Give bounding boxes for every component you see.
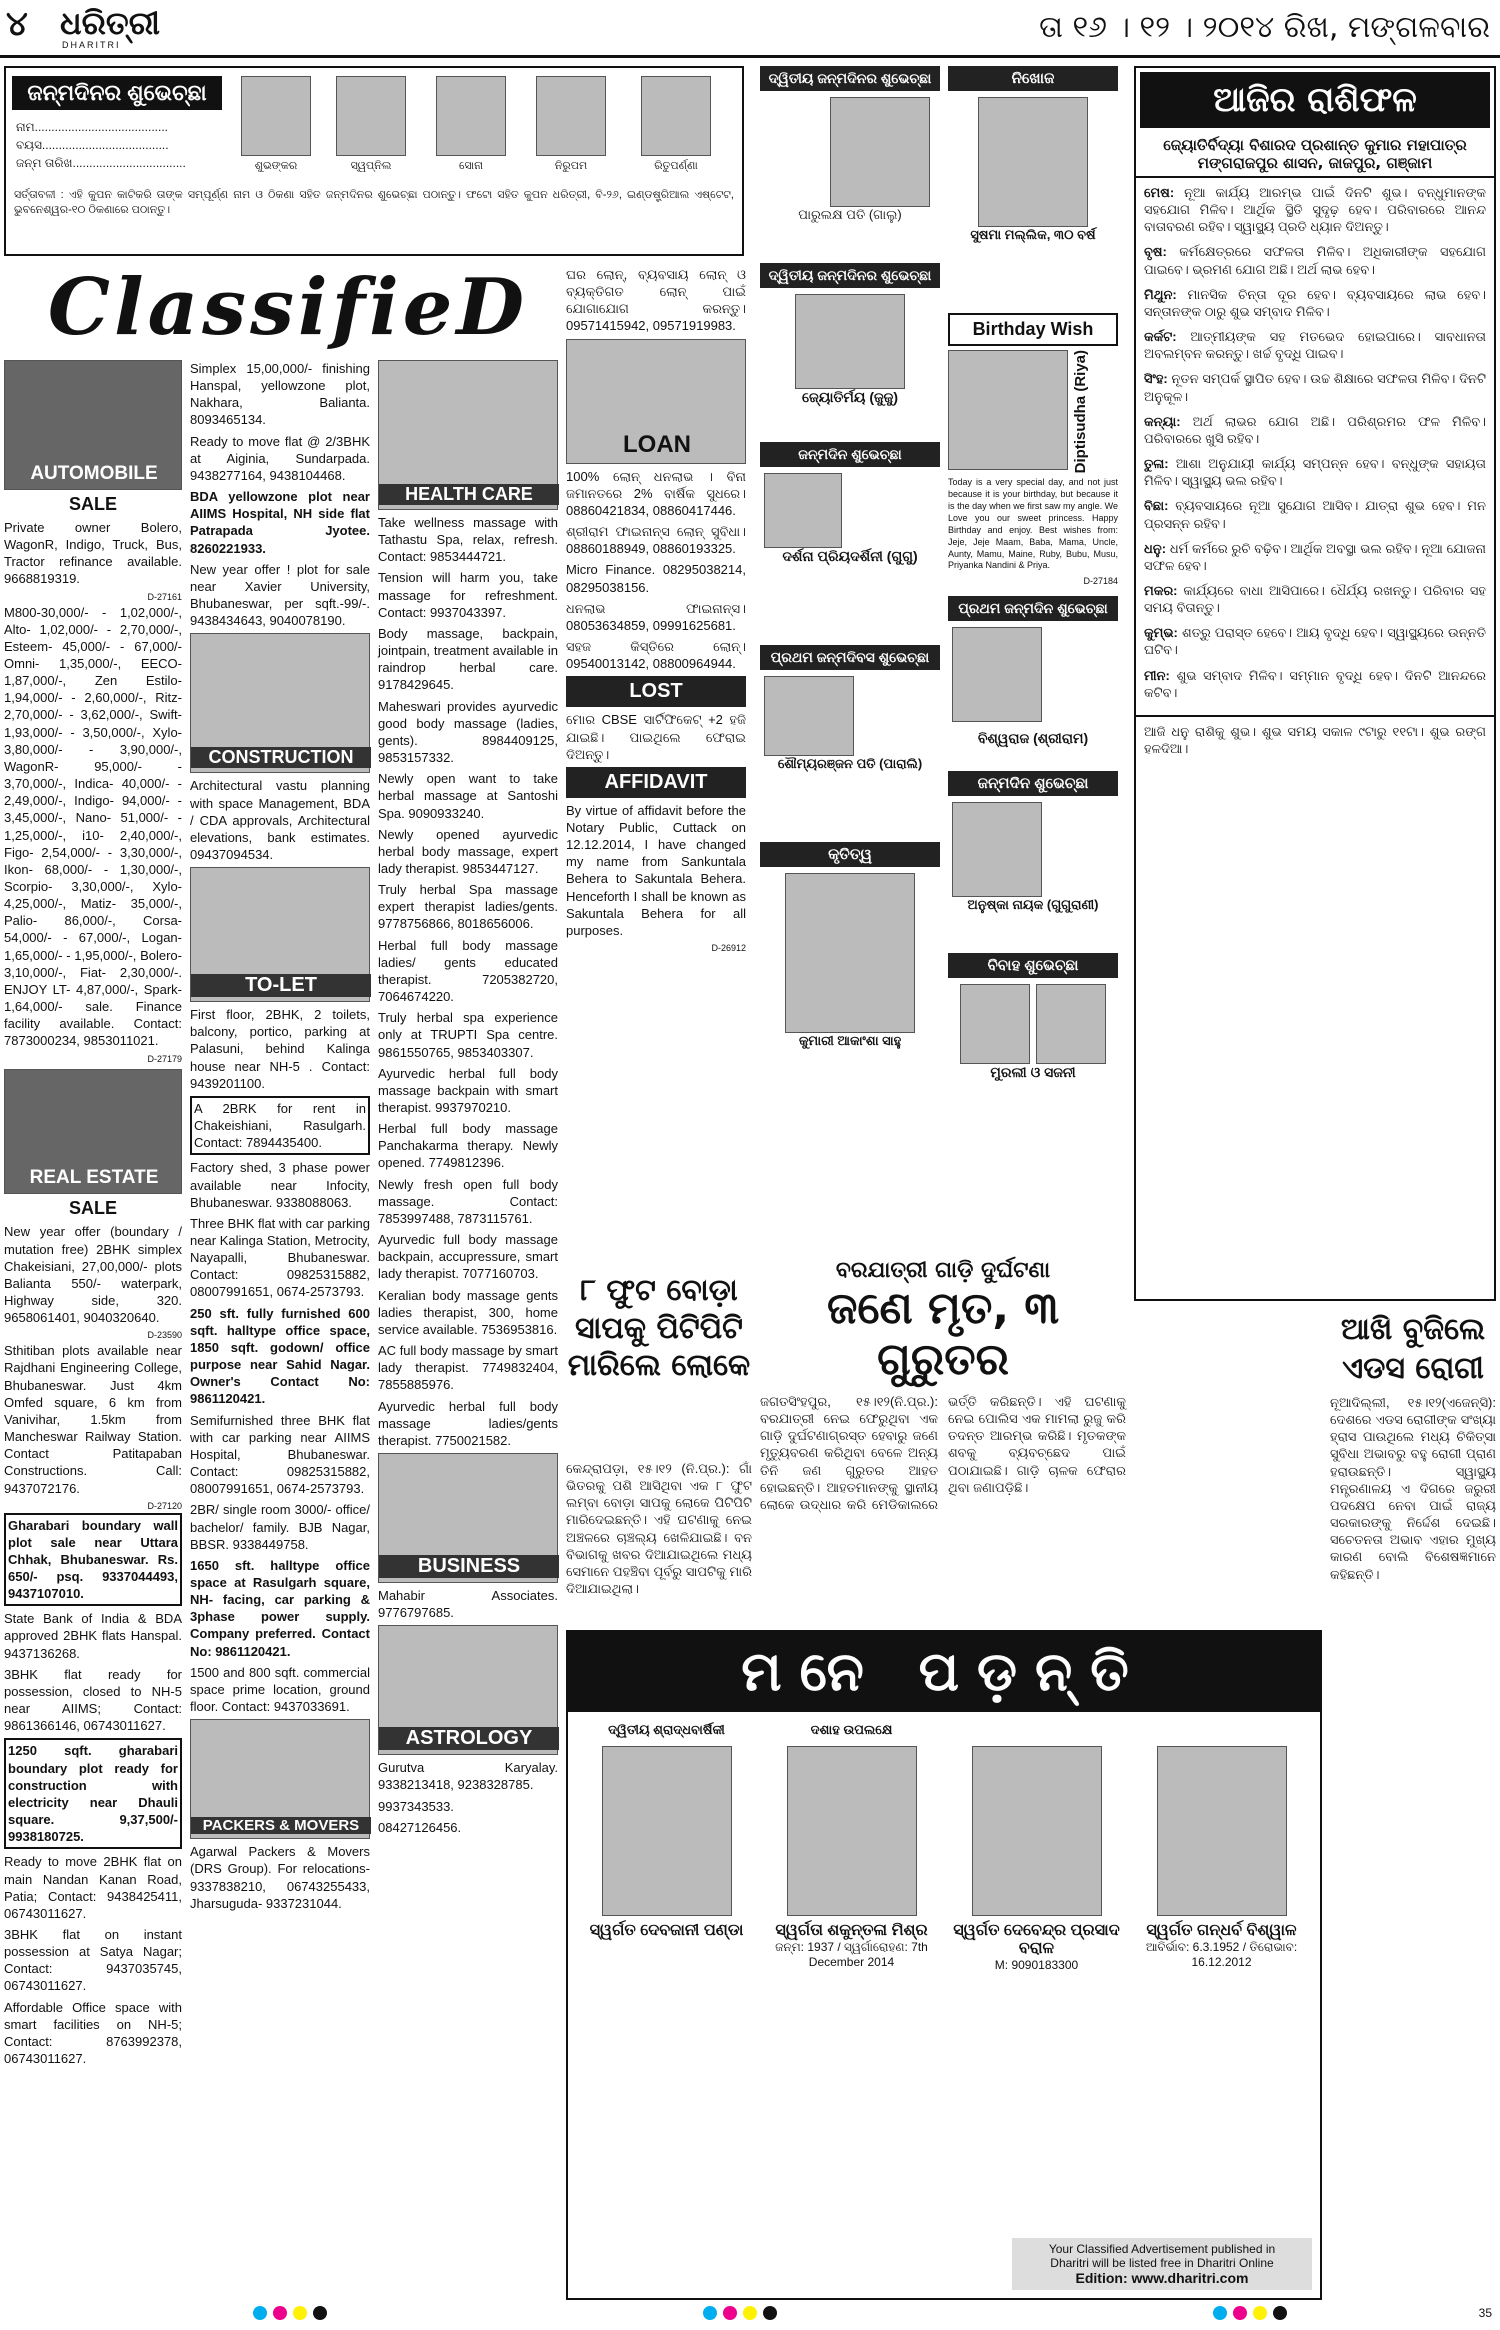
kid-photo-4 — [536, 76, 606, 156]
bday6-name: ଅନୁଷ୍କା ନାୟକ (ଗୁଗୁରାଣୀ) — [967, 897, 1099, 913]
realestate-box-ad-1: Gharabari boundary wall plot sale near Uttara Chhak, Bhubaneswar. Rs. 650/- psq. 9337044493, 9437107010. — [4, 1513, 182, 1607]
ad-code: D-27161 — [147, 591, 182, 602]
memorial-card — [948, 1722, 1125, 1972]
column-5 — [760, 66, 940, 1246]
astrology-ad-3: 08427126456. — [378, 1819, 462, 1835]
rashi-text: ଶତ୍ରୁ ପରାସ୍ତ ହେବେ। ଆୟ ବୃଦ୍ଧି ହେବ। ସ୍ୱାସ୍ଥ୍ୟରେ ଉନ୍ନତି ଘଟିବ। — [1144, 625, 1486, 658]
realestate-ad-6: 3BHK flat on instant possession at Satya Nagar; Contact: 9437035745, 06743011627. — [4, 1926, 182, 1994]
rashi-name: ବୃଷ: — [1144, 244, 1167, 260]
tolet-image — [190, 867, 370, 1002]
realestate-box-ad-2: 1250 sqft. gharabari boundary plot ready for construction with electricity near Dhauli square. 9,37,500/- 9938180725. — [4, 1738, 182, 1849]
kritidi-heading: କୃତିତ୍ୱ — [760, 842, 940, 867]
health-ad-13: Ayurvedic full body massage backpain, accupressure, smart lady therapist. 7077160703. — [378, 1232, 558, 1282]
rashi-text: ବ୍ୟବସାୟରେ ନୂଆ ସୁଯୋଗ ଆସିବ। ଯାତ୍ରା ଶୁଭ ହେବ। ମନ ପ୍ରସନ୍ନ ରହିବ। — [1144, 498, 1486, 531]
realestate-ad-3: State Bank of India & BDA approved 2BHK flats Hanspal. 9437136268. — [4, 1611, 182, 1661]
bday3-name: ଜ୍ୟୋତିର୍ମୟ (ଜୁଜୁ) — [802, 389, 898, 405]
rashi-entry — [1144, 582, 1486, 616]
automobile-image — [4, 360, 182, 490]
health-ad-1: Take wellness massage with Tathastu Spa, relax, refresh. Contact: 9853444721. — [378, 515, 558, 565]
loan-ad-3: ଶ୍ରୀରାମ ଫାଇନାନ୍ସ ଲୋନ୍ ସୁବିଧା। 08860188949, 08860193325. — [566, 524, 746, 557]
birthday-wish-text: Today is a very special day, and not just because it is your birthday, but because it is the day when we first saw my angle. We Love you our sweet princess. Happy Birthday and enjoy. Best wishes from: Jeje, Jeje Maam, Baba, Mama, Uncle, Aunty, Mamu, Maine, Ruby, Bubu, Musu, Priyanka Nandini & Priya. — [948, 477, 1118, 571]
rashi-name: ସିଂହ: — [1144, 371, 1168, 387]
rashi-text: ଶୁଭ ସମ୍ବାଦ ମିଳିବ। ସମ୍ମାନ ବୃଦ୍ଧି ହେବ। ଦିନଟି ଆନନ୍ଦରେ କଟିବ। — [1144, 667, 1486, 700]
wedding-names: ମୁରଲୀ ଓ ସଜନୀ — [990, 1064, 1076, 1081]
memorial-photo — [602, 1746, 732, 1916]
online-note-line-1: Your Classified Advertisement published in — [1048, 2242, 1276, 2256]
rashi-text: ଆଶା ଅନୁଯାୟୀ କାର୍ଯ୍ୟ ସମ୍ପନ୍ନ ହେବ। ବନ୍ଧୁଙ୍କ ସହାୟତା ମିଳିବ। ସ୍ୱାସ୍ଥ୍ୟ ଭଲ ରହିବ। — [1144, 456, 1486, 489]
bday4-name: ଦର୍ଶନା ପ୍ରିୟଦର୍ଶିନୀ (ଗୁଗୁ) — [782, 548, 918, 564]
bday5-name: ଶୌମ୍ୟରଞ୍ଜନ ପତି (ପାରାଲି) — [777, 756, 923, 771]
kid-photo-5 — [641, 76, 711, 156]
aids-story — [1330, 1310, 1496, 2300]
rashi-text: କର୍ମକ୍ଷେତ୍ରରେ ସଫଳତା ମିଳିବ। ଅଧିକାରୀଙ୍କ ସହଯୋଗ ପାଇବେ। ଭ୍ରମଣ ଯୋଗ ଅଛି। ଅର୍ଥ ଲାଭ ହେବ। — [1144, 244, 1486, 277]
rashiphala-footer: ଆଜି ଧନୁ ରାଶିକୁ ଶୁଭ। ଶୁଭ ସମୟ ସକାଳ ୯ଟାରୁ ୧୧ଟା। ଶୁଭ ରଙ୍ଗ ହଳଦିଆ। — [1136, 715, 1494, 763]
realestate-ad-5: Ready to move 2BHK flat on main Nandan Kanan Road, Patia; Contact: 9438425411, 06743011627. — [4, 1854, 182, 1921]
accident-story — [760, 1258, 1126, 1618]
column-1 — [4, 360, 182, 2300]
memorial-photo — [1157, 1746, 1287, 1916]
kid-photo-1 — [241, 76, 311, 156]
rashi-name: ତୁଳା: — [1144, 456, 1169, 472]
tolet-label: TO-LET — [191, 974, 371, 997]
col2-ad-box-1: BDA yellowzone plot near AIIMS Hospital, NH side flat Patrapada Jyotee. 8260221933. — [190, 489, 370, 556]
accident-headline: ଜଣେ ମୃତ, ୩ ଗୁରୁତର — [827, 1283, 1059, 1385]
health-ad-9: Truly herbal spa experience only at TRUPTI Spa centre. 9861550765, 9853403307. — [378, 1010, 558, 1060]
rashi-text: ଧର୍ମ କର୍ମରେ ରୁଚି ବଢ଼ିବ। ଆର୍ଥିକ ଅବସ୍ଥା ଭଲ ରହିବ। ନୂଆ ଯୋଜନା ସଫଳ ହେବ। — [1144, 540, 1486, 573]
memorial-tag — [1133, 1722, 1310, 1740]
health-ad-10: Ayurvedic herbal full body massage backpain with smart therapist. 9937970210. — [378, 1065, 558, 1115]
ad-code: D-27120 — [147, 1500, 182, 1511]
automobile-ad-1: Private owner Bolero, WagonR, Indigo, Truck, Bus, Tractor refinance available. 9668819319. — [4, 520, 182, 587]
nikhoj-photo — [978, 97, 1088, 227]
first-bday-heading: ପ୍ରଥମ ଜନ୍ମଦିନ ଶୁଭେଚ୍ଛା — [948, 596, 1118, 621]
health-ad-12: Newly fresh open full body massage. Contact: 7853997488, 7873115761. — [378, 1176, 558, 1226]
groom-photo — [960, 984, 1030, 1064]
col2-ad-5: First floor, 2BHK, 2 toilets, balcony, portico, parking at Palasuni, behind Kalinga house near NH-5 . Contact: 9439201100. — [190, 1007, 370, 1091]
rashiphala-signs — [1136, 178, 1494, 715]
rashi-text: ମାନସିକ ଚିନ୍ତା ଦୂର ହେବ। ବ୍ୟବସାୟରେ ଲାଭ ହେବ। ସନ୍ତାନଙ୍କ ଠାରୁ ଶୁଭ ସମ୍ବାଦ ମିଳିବ। — [1144, 286, 1486, 319]
rashi-entry — [1144, 243, 1486, 277]
form-field-dob[interactable]: ଜନ୍ମ ତାରିଖ.................................. — [16, 156, 186, 170]
business-label: BUSINESS — [379, 1555, 559, 1578]
memorial-photo — [787, 1746, 917, 1916]
health-ad-16: Ayurvedic herbal full body massage ladies/gents therapist. 7750021582. — [378, 1398, 558, 1448]
healthcare-image — [378, 360, 558, 510]
rashi-name: ମେଷ: — [1144, 185, 1175, 200]
col2-ad-7: Three BHK flat with car parking near Kalinga Station, Metrocity, Nayapalli, Bhubaneswar. Contact: 09825315882, 08007991651, 0674-2573793. — [190, 1215, 370, 1300]
ad-code: D-23590 — [147, 1330, 182, 1341]
memorial-name: ସ୍ୱର୍ଗତ ଦେବେନ୍ଦ୍ର ପ୍ରସାଦ ବରାଳ — [953, 1922, 1120, 1957]
automobile-price-list: M800-30,000/- - 1,02,000/-, Alto- 1,02,000/- - 2,70,000/-, Esteem- 45,000/- - 67,000/- Omni- 1,35,000/-, EECO- 1,87,000/-, Zen Estilo- 1,94,000/- - 2,60,000/-, Ritz- 2,70,000/- - 3,62,000/-, Swift- 1,93,000/- - 3,50,000/-, Xylo- 3,80,000/- - 3,90,000/-, WagonR- 95,000/- - 3,70,000/-, Indica- 40,000/- - 2,49,000/-, Indigo- 94,000/- - 3,45,000/-, Nano- 51,000/- - 1,25,000/-, i10- 2,40,000/-, Figo- 2,54,000/- - 3,30,000/-, Ikon- 68,000/- - 1,30,000/-, Scorpio- 3,30,000/-, Xylo- 4,25,000/-, Matiz- 35,000/-, Palio- 86,000/-, Corsa- 54,000/- - 67,000/-, Logan- 1,65,000/- - 1,95,000/-, Bolero- 3,10,000/-, Fiat- 2,30,000/-. ENJOY LT- 4,87,000/-, Spark- 1,64,000/- sale. Finance facility available. Contact: 7873000234, 9853011021. — [4, 604, 182, 1049]
birthday-coupon — [4, 66, 744, 256]
rashi-entry — [1144, 184, 1486, 235]
birthday-coupon-title: ଜନ୍ମଦିନର ଶୁଭେଚ୍ଛା — [12, 76, 222, 110]
realestate-ad-7: Affordable Office space with smart facilities on NH-5; Contact: 8763992378, 06743011627. — [4, 1999, 182, 2067]
col2-ad-4: Architectural vastu planning with space Management, BDA / CDA approvals, Architectural elevations, bank estimates. 09437094534. — [190, 778, 370, 862]
first-bday-name: ବିଶ୍ୱରାଜ (ଶ୍ରୀରାମ) — [977, 730, 1089, 747]
kid-name-5: ରିତୁପର୍ଣ୍ଣା — [654, 160, 698, 172]
rashi-name: କନ୍ୟା: — [1144, 413, 1181, 429]
memorial-tag: ଦଶାହ ଉପଲକ୍ଷେ — [810, 1722, 893, 1737]
health-ad-15: AC full body massage by smart lady therapist. 7749832404, 7855885976. — [378, 1343, 558, 1393]
astrology-ad-2: 9937343533. — [378, 1798, 454, 1814]
health-ad-4: Maheswari provides ayurvedic good body massage (ladies, gents). 8984409125, 9853157332. — [378, 698, 558, 766]
bday2-photo — [830, 97, 930, 207]
rashiphala-byline: ଜ୍ୟୋତିର୍ବିଦ୍ୟା ବିଶାରଦ ପ୍ରଶାନ୍ତ କୁମାର ମହାପାତ୍ର ମଙ୍ଗରାଜପୁର ଶାସନ, ଜାଜପୁର, ଗଞ୍ଜାମ — [1136, 132, 1494, 178]
health-ad-11: Herbal full body massage Panchakarma therapy. Newly opened. 7749812396. — [378, 1121, 558, 1171]
astrology-image — [378, 1625, 558, 1755]
affidavit-text: By virtue of affidavit before the Notary Public, Cuttack on 12.12.2014, I have changed my name from Sankuntala Behera to Sakuntala Behera. Henceforth I shall be known as Sakuntala Behera for all purposes. — [566, 802, 746, 938]
kid-name-4: ନିରୁପମ — [554, 160, 588, 172]
rashi-name: ମିଥୁନ: — [1144, 286, 1177, 302]
birthday-wish-name: Diptisudha (Riya) — [1072, 350, 1089, 474]
realestate-sale-heading: SALE — [68, 1198, 117, 1219]
rashi-entry — [1144, 455, 1486, 489]
col2-ad-8: 250 sft. fully furnished 600 sqft. halltype office space, 1850 sqft. godown/ office purpose near Sahid Nagar. Owner's Contact No: 9861120421. — [190, 1305, 370, 1407]
construction-label: CONSTRUCTION — [191, 747, 371, 768]
realestate-image — [4, 1069, 182, 1194]
rashi-text: ଆତ୍ମୀୟଙ୍କ ସହ ମତଭେଦ ହୋଇପାରେ। ସାବଧାନତା ଅବଲମ୍ବନ କରନ୍ତୁ। ଖର୍ଚ୍ଚ ବୃଦ୍ଧି ପାଇବ। — [1144, 329, 1486, 362]
bday3-heading: ଦ୍ୱିତୀୟ ଜନ୍ମଦିନର ଶୁଭେଚ୍ଛା — [760, 263, 940, 288]
aids-headline: ଆଖି ବୁଜିଲେ ଏଡସ ରୋଗୀ — [1340, 1312, 1486, 1386]
health-ad-7: Truly herbal Spa massage expert therapist ladies/gents. 9778756866, 8018656006. — [378, 882, 558, 932]
health-ad-14: Keralian body massage gents ladies therapist, 300, home service available. 7536953816. — [378, 1287, 558, 1337]
memorial-dates: M: 9090183300 — [994, 1958, 1079, 1972]
lost-heading: LOST — [566, 676, 746, 707]
automobile-sale-heading: SALE — [68, 494, 117, 514]
kritidi-photo — [785, 873, 915, 1033]
memorial-card — [578, 1722, 755, 1972]
realestate-ad-1: New year offer (boundary / mutation free) 2BHK simplex Chakeisiani, 27,00,000/- plots Balianta 550/- waterpark, Highway side, 320. 9658061401, 9040320640. — [4, 1224, 182, 1326]
rashi-name: କୁମ୍ଭ: — [1144, 625, 1178, 641]
rashi-text: କାର୍ଯ୍ୟରେ ବାଧା ଆସିପାରେ। ଧୈର୍ଯ୍ୟ ରଖନ୍ତୁ। ପରିବାର ସହ ସମୟ ବିତାନ୍ତୁ। — [1144, 582, 1486, 616]
newspaper-logo-sub: DHARITRI — [62, 40, 121, 50]
col2-ad-9: Semifurnished three BHK flat with car parking near AIIMS Hospital, Bhubaneswar. Contact: 09825315882, 08007991651, 0674-2573793. — [190, 1412, 370, 1497]
col2-ad-13: Agarwal Packers & Movers (DRS Group). For relocations- 9337838210, 06743255433, Jharsuguda- 9337231044. — [190, 1844, 370, 1911]
online-note-line-2: Dharitri will be listed free in Dharitri Online — [1050, 2256, 1274, 2270]
bday4-photo — [764, 473, 842, 548]
col2-ad-11: 1650 sft. halltype office space at Rasulgarh square, NH- facing, car parking & 3phase power supply. Company preferred. Contact No: 9861120421. — [190, 1557, 370, 1659]
column-4 — [566, 262, 746, 1272]
business-image — [378, 1453, 558, 1583]
first-bday-photo — [952, 627, 1042, 722]
python-headline: ୮ ଫୁଟ ବୋଡ଼ା ସାପକୁ ପିଟିପିଟି ମାରିଲେ ଲୋକେ — [567, 1273, 751, 1383]
online-note — [1012, 2238, 1312, 2290]
column-3 — [378, 360, 558, 2300]
col2-ad-6: Factory shed, 3 phase power available near Infocity, Bhubaneswar. 9338088063. — [190, 1160, 370, 1210]
rashi-name: ମୀନ: — [1144, 667, 1170, 683]
memorial-section — [566, 1630, 1322, 2300]
loan-label: LOAN — [623, 430, 691, 458]
bday5-heading: ପ୍ରଥମ ଜନ୍ମଦିବସ ଶୁଭେଚ୍ଛା — [760, 645, 940, 670]
birthday-wish-heading: Birthday Wish — [948, 313, 1118, 346]
form-field-age[interactable]: ବୟସ...................................... — [16, 138, 169, 152]
memorial-name: ସ୍ୱର୍ଗତା ଶକୁନ୍ତଳା ମିଶ୍ର — [775, 1922, 928, 1939]
newspaper-logo: ଧରିତ୍ରୀ — [60, 4, 160, 42]
business-ad-1: Mahabir Associates. 9776797685. — [378, 1587, 558, 1621]
rashi-entry — [1144, 540, 1486, 574]
column-6 — [948, 66, 1118, 1246]
python-body: କେନ୍ଦ୍ରାପଡ଼ା, ୧୫।୧୨ (ନି.ପ୍ର.): ଗାଁ ଭିତରକୁ ପଶି ଆସିଥିବା ଏକ ୮ ଫୁଟ ଲମ୍ବା ବୋଡ଼ା ସାପକୁ ଲୋକେ ପିଟିପିଟି ମାରିଦେଇଛନ୍ତି। ଏହି ଘଟଣାକୁ ନେଇ ଅଞ୍ଚଳରେ ଚାଞ୍ଚଲ୍ୟ ଖେଳିଯାଇଛି। ବନ ବିଭାଗକୁ ଖବର ଦିଆଯାଇଥିଲେ ମଧ୍ୟ ସେମାନେ ପହଞ୍ଚିବା ପୂର୍ବରୁ ସାପଟିକୁ ମାରି ଦିଆଯାଇଥିଲା। — [566, 1461, 752, 1597]
loan-ad-4: Micro Finance. 08295038214, 08295038156. — [566, 562, 746, 595]
rashi-entry — [1144, 667, 1486, 701]
page-footer-number: 35 — [1478, 2306, 1492, 2320]
col2-ad-10: 2BR/ single room 3000/- office/ bachelor/ family. BJB Nagar, BBSR. 9338449758. — [190, 1502, 370, 1552]
rashi-entry — [1144, 370, 1486, 404]
automobile-label: AUTOMOBILE — [30, 463, 158, 484]
col2-ad-3: New year offer ! plot for sale near Xavier University, Bhubaneswar, per sqft.-99/-. 9438434643, 9040078190. — [190, 561, 370, 629]
packers-image — [190, 1719, 370, 1839]
healthcare-label: HEALTH CARE — [379, 484, 559, 505]
kid-name-2: ସ୍ୱପ୍ନିଲ — [350, 160, 392, 172]
date-line: ତା ୧୬ । ୧୨ । ୨୦୧୪ ରିଖ, ମଙ୍ଗଳବାର — [1039, 10, 1490, 45]
form-field-name[interactable]: ନାମ........................................ — [16, 120, 168, 134]
astrology-label: ASTROLOGY — [379, 1727, 559, 1750]
bday6-heading: ଜନ୍ମଦିନ ଶୁଭେଚ୍ଛା — [948, 771, 1118, 796]
rashi-text: ଅର୍ଥ ଲାଭର ଯୋଗ ଅଛି। ପରିଶ୍ରମର ଫଳ ମିଳିବ। ପରିବାରରେ ଖୁସି ରହିବ। — [1144, 413, 1486, 446]
lost-text: ମୋର CBSE ସାର୍ଟିଫିକେଟ୍ +2 ହଜି ଯାଇଛି। ପାଇଥିଲେ ଫେରାଇ ଦିଅନ୍ତୁ। — [566, 712, 746, 762]
nikhoj-name: ସୁଷମା ମଲ୍ଲିକ, ୩୦ ବର୍ଷ — [970, 227, 1096, 242]
rashiphala-title: ଆଜିର ରାଶିଫଳ — [1140, 72, 1490, 128]
bday6-photo — [952, 802, 1042, 897]
ad-code: D-27184 — [1083, 576, 1118, 587]
memorial-dates: ଜନ୍ମ: 1937 / ସ୍ୱର୍ଗାରୋହଣ: 7th December 2014 — [775, 1940, 928, 1969]
ad-code: D-26912 — [711, 943, 746, 954]
loan-ad-5: ଧନଲାଭ ଫାଇନାନ୍ସ। 08053634859, 09991625681. — [566, 600, 746, 633]
bday5-photo — [764, 676, 854, 756]
memorial-card — [1133, 1722, 1310, 1972]
rashi-text: ନୂଆ କାର୍ଯ୍ୟ ଆରମ୍ଭ ପାଇଁ ଦିନଟି ଶୁଭ। ବନ୍ଧୁମାନଙ୍କ ସହଯୋଗ ମିଳିବ। ଆର୍ଥିକ ସ୍ଥିତି ସୁଦୃଢ଼ ହେବ। ପରିବାରରେ ଆନନ୍ଦ ବାତାବରଣ ରହିବ। ସ୍ୱାସ୍ଥ୍ୟ ପ୍ରତି ଧ୍ୟାନ ଦିଅନ୍ତୁ। — [1144, 185, 1486, 235]
loan-ad-6: ସହଜ କିସ୍ତିରେ ଲୋନ୍। 09540013142, 08800964944. — [566, 639, 746, 672]
nikhoj-heading: ନିଖୋଜ — [948, 66, 1118, 91]
kid-name-3: ସୋନା — [458, 160, 484, 172]
health-ad-2: Tension will harm you, take massage for refreshment. Contact: 9937043397. — [378, 570, 558, 620]
realestate-ad-2: Sthitiban plots available near Rajdhani Engineering College, Bhubaneswar. Just 4km Omfed square, 6 km from Vanivihar, 1.5km from Mancheswar Railway Station. Contact Patitapaban Constructions. Call: 9437072176. — [4, 1343, 182, 1496]
page-number: ୪ — [6, 4, 28, 44]
health-ad-6: Newly opened ayurvedic herbal body massage, expert lady therapist. 9853447127. — [378, 826, 558, 876]
kid-name-1: ଶୁଭଙ୍କର — [254, 160, 298, 172]
rashi-name: ଧନୁ: — [1144, 540, 1167, 556]
wedding-heading: ବିବାହ ଶୁଭେଚ୍ଛା — [948, 953, 1118, 978]
rashi-entry — [1144, 413, 1486, 447]
col2-ad-2: Ready to move flat @ 2/3BHK at Aiginia, Sundarpada. 9438277164, 9438104468. — [190, 433, 370, 483]
rashi-name: ମକର: — [1144, 582, 1178, 598]
rashi-name: ବିଛା: — [1144, 498, 1169, 514]
ad-code: D-27179 — [147, 1053, 182, 1064]
col2-ad-box-2: A 2BRK for rent in Chakeishiani, Rasulgarh. Contact: 7894435400. — [190, 1096, 370, 1155]
rashiphala-box — [1134, 66, 1496, 1301]
kid-photo-3 — [436, 76, 506, 156]
birthday-wish-photo — [948, 350, 1068, 470]
memorial-name: ସ୍ୱର୍ଗତ ଦେବଜାନୀ ପଣ୍ଡା — [589, 1922, 744, 1939]
col2-ad-12: 1500 and 800 sqft. commercial space prime location, ground floor. Contact: 9437033691. — [190, 1664, 370, 1715]
loan-ad-1: ଘର ଲୋନ୍, ବ୍ୟବସାୟ ଲୋନ୍ ଓ ବ୍ୟକ୍ତିଗତ ଲୋନ୍ ପାଇଁ ଯୋଗାଯୋଗ କରନ୍ତୁ। 09571415942, 09571919983. — [566, 267, 746, 334]
rashi-text: ନୂତନ ସମ୍ପର୍କ ସ୍ଥାପିତ ହେବ। ଉଚ୍ଚ ଶିକ୍ଷାରେ ସଫଳତା ମିଳିବ। ଦିନଟି ଅନୁକୂଳ। — [1144, 371, 1486, 404]
birthday-coupon-note: ସର୍ତ୍ତାବଳୀ : ଏହି କୁପନ କାଟିକରି ତାଙ୍କ ସମ୍ପୂର୍ଣ୍ଣ ନାମ ଓ ଠିକଣା ସହିତ ଜନ୍ମଦିନର ଶୁଭେଚ୍ଛା ପଠାନ୍ତୁ। ଫଟୋ ସହିତ କୁପନ ଧରିତ୍ରୀ, ବି-୨୬, ଇଣ୍ଡଷ୍ଟ୍ରିଆଲ ଏଷ୍ଟେଟ, ଭୁବନେଶ୍ୱର-୧୦ ଠିକଣାରେ ପଠାନ୍ତୁ। — [14, 189, 734, 216]
rashi-entry — [1144, 497, 1486, 531]
bday2-name: ପାରୁଲକ୍ଷ ପତି (ଗାଲୁ) — [798, 207, 902, 222]
astrology-ad-1: Gurutva Karyalay. 9338213418, 9238328785. — [378, 1760, 558, 1793]
memorial-tag — [948, 1722, 1125, 1740]
accident-body: ଜଗତସିଂହପୁର, ୧୫।୧୨(ନି.ପ୍ର.): ବରଯାତ୍ରୀ ନେଇ ଫେରୁଥିବା ଏକ ଗାଡ଼ି ଦୁର୍ଘଟଣାଗ୍ରସ୍ତ ହେବାରୁ ଜଣେ ମୃତ୍ୟୁବରଣ କରିଥିବା ବେଳେ ଅନ୍ୟ ତିନି ଜଣ ଗୁରୁତର ଆହତ ହୋଇଛନ୍ତି। ଆହତମାନଙ୍କୁ ସ୍ଥାନୀୟ ଲୋକେ ଉଦ୍ଧାର କରି ମେଡିକାଲରେ ଭର୍ତ୍ତି କରିଛନ୍ତି। ଏହି ଘଟଣାକୁ ନେଇ ପୋଲିସ ଏକ ମାମଲା ରୁଜୁ କରି ତଦନ୍ତ ଆରମ୍ଭ କରିଛି। ମୃତକଙ୍କ ଶବକୁ ବ୍ୟବଚ୍ଛେଦ ପାଇଁ ପଠାଯାଇଛି। ଗାଡ଼ି ଚାଳକ ଫେରାର ଥିବା ଜଣାପଡ଼ିଛି। — [760, 1394, 1126, 1512]
affidavit-heading: AFFIDAVIT — [566, 767, 746, 798]
memorial-card — [763, 1722, 940, 1972]
construction-image — [190, 633, 370, 773]
packers-label: PACKERS & MOVERS — [191, 1817, 371, 1834]
page-header — [0, 0, 1500, 58]
rashi-entry — [1144, 624, 1486, 658]
aids-body: ନୂଆଦିଲ୍ଲୀ, ୧୫।୧୨(ଏଜେନ୍ସି): ଦେଶରେ ଏଡସ ରୋଗୀଙ୍କ ସଂଖ୍ୟା ହ୍ରାସ ପାଉଥିଲେ ମଧ୍ୟ ଚିକିତ୍ସା ସୁବିଧା ଅଭାବରୁ ବହୁ ରୋଗୀ ପ୍ରାଣ ହରାଉଛନ୍ତି। ସ୍ୱାସ୍ଥ୍ୟ ମନ୍ତ୍ରଣାଳୟ ଏ ଦିଗରେ ଜରୁରୀ ପଦକ୍ଷେପ ନେବା ପାଇଁ ରାଜ୍ୟ ସରକାରଙ୍କୁ ନିର୍ଦ୍ଦେଶ ଦେଇଛି। ସଚେତନତା ଅଭାବ ଏହାର ମୁଖ୍ୟ କାରଣ ବୋଲି ବିଶେଷଜ୍ଞମାନେ କହିଛନ୍ତି। — [1330, 1395, 1496, 1582]
bday2-heading: ଦ୍ୱିତୀୟ ଜନ୍ମଦିନର ଶୁଭେଚ୍ଛା — [760, 66, 940, 91]
health-ad-5: Newly open want to take herbal massage at Santoshi Spa. 9090933240. — [378, 771, 558, 821]
col2-ad-1: Simplex 15,00,000/- finishing Hanspal, yellowzone plot, Nakhara, Balianta. 8093465134. — [190, 361, 370, 428]
memorial-photo — [972, 1746, 1102, 1916]
health-ad-8: Herbal full body massage ladies/ gents educated therapist. 7205382720, 7064674220. — [378, 937, 558, 1005]
health-ad-3: Body massage, backpain, jointpain, treatment available in raindrop herbal care. 9178429645. — [378, 625, 558, 693]
rashi-name: କର୍କଟ: — [1144, 329, 1177, 345]
bride-photo — [1036, 984, 1106, 1064]
rashi-entry — [1144, 328, 1486, 362]
registration-marks — [0, 2306, 1500, 2326]
accident-kicker: ବରଯାତ୍ରୀ ଗାଡ଼ି ଦୁର୍ଘଟଣା — [835, 1258, 1051, 1283]
memorial-banner: ମନେ ପଡ଼ନ୍ତି — [568, 1632, 1320, 1712]
classified-banner: ClassifieD — [47, 262, 529, 353]
rashi-entry — [1144, 286, 1486, 320]
kritidi-name: କୁମାରୀ ଆକାଂଶା ସାହୁ — [798, 1033, 902, 1048]
realestate-ad-4: 3BHK flat ready for possession, closed to NH-5 near AIIMS; Contact: 9861366146, 06743011627. — [4, 1666, 182, 1734]
realestate-label: REAL ESTATE — [29, 1167, 159, 1189]
memorial-items — [568, 1712, 1320, 1982]
kid-photo-2 — [336, 76, 406, 156]
memorial-dates: ଆବିର୍ଭାବ: 6.3.1952 / ତିରୋଭାବ: 16.12.2012 — [1145, 1940, 1298, 1969]
bday3-photo — [795, 294, 905, 389]
online-note-line-3: Edition: www.dharitri.com — [1075, 2270, 1249, 2286]
loan-ad-2: 100% ଲୋନ୍ ଧନଲାଭ । ବିନା ଜମାନତରେ 2% ବାର୍ଷିକ ସୁଧରେ। 08860421834, 08860417446. — [566, 468, 746, 518]
column-2 — [190, 360, 370, 2300]
loan-image — [566, 339, 746, 464]
bday4-heading: ଜନ୍ମଦିନ ଶୁଭେଚ୍ଛା — [760, 442, 940, 467]
memorial-tag: ଦ୍ୱିତୀୟ ଶ୍ରାଦ୍ଧବାର୍ଷିକୀ — [608, 1722, 725, 1737]
memorial-name: ସ୍ୱର୍ଗତ ଗନ୍ଧର୍ବ ବିଶ୍ୱାଳ — [1146, 1922, 1297, 1939]
